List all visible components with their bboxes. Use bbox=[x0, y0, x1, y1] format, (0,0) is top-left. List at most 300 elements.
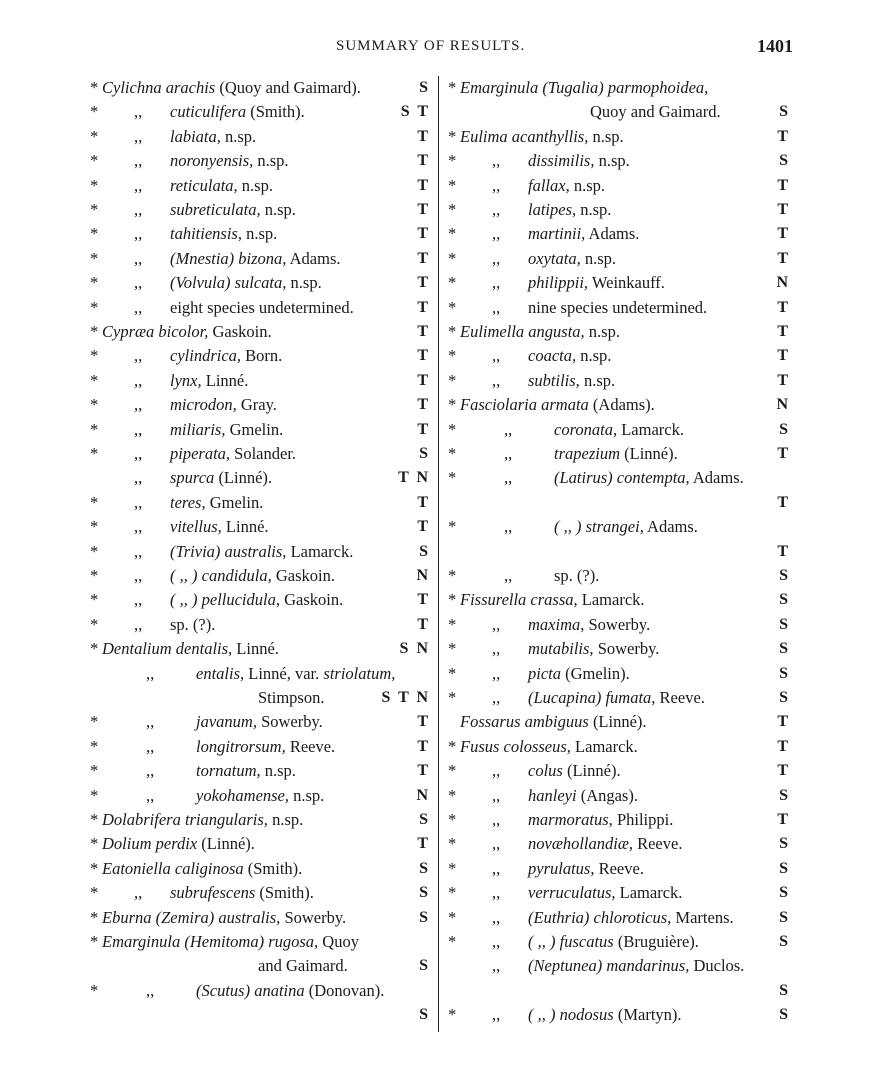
asterisk-mark: * bbox=[90, 395, 99, 415]
asterisk-mark: * bbox=[90, 810, 99, 829]
entry-line bbox=[90, 613, 430, 637]
authority-text: (Gmelin). bbox=[561, 663, 630, 683]
locality-tags: T bbox=[417, 274, 430, 292]
asterisk-mark: * bbox=[90, 883, 99, 903]
entry-line bbox=[90, 174, 430, 198]
species-name bbox=[528, 954, 744, 978]
species-name bbox=[554, 564, 599, 588]
taxon-italic: Emarginula (Hemitoma) rugosa, bbox=[102, 932, 319, 951]
entry-line bbox=[448, 149, 790, 173]
species-name bbox=[528, 344, 611, 368]
authority-text: n.sp. bbox=[580, 248, 616, 268]
species-name bbox=[170, 418, 283, 442]
locality-tags: S bbox=[419, 79, 430, 96]
authority-text: (Quoy and Gaimard). bbox=[215, 78, 361, 97]
species-name bbox=[554, 418, 684, 442]
entry-line bbox=[448, 784, 790, 808]
taxon-italic: cylindrica, bbox=[170, 346, 242, 366]
asterisk-mark: * bbox=[90, 736, 99, 756]
authority-text: (Smith). bbox=[243, 858, 303, 878]
entry-line bbox=[448, 564, 790, 588]
authority-text: Reeve. bbox=[285, 736, 336, 756]
entry-line bbox=[448, 832, 790, 856]
locality-tags: S bbox=[419, 957, 430, 975]
entry-line bbox=[90, 979, 430, 1003]
asterisk-mark: * bbox=[90, 785, 99, 805]
entry-line bbox=[90, 954, 430, 978]
taxon-italic: ( ,, ) nodosus bbox=[528, 1005, 614, 1025]
locality-tags: S bbox=[779, 567, 790, 584]
asterisk-mark: * bbox=[448, 517, 457, 537]
ditto-mark: ,, bbox=[134, 224, 143, 244]
species-name bbox=[528, 759, 621, 783]
asterisk-mark: * bbox=[90, 980, 99, 1000]
asterisk-mark: * bbox=[448, 566, 457, 585]
authority-text: Reeve. bbox=[594, 858, 644, 878]
authority-text: n.sp. bbox=[579, 370, 616, 390]
entry-line bbox=[90, 466, 430, 490]
locality-tags: T bbox=[777, 371, 790, 389]
taxon-italic: Cylichna arachis bbox=[102, 78, 216, 97]
authority-text: n.sp. bbox=[594, 151, 630, 171]
taxon-italic: subrufescens bbox=[170, 883, 256, 903]
entry-line bbox=[90, 564, 430, 588]
ditto-mark: ,, bbox=[492, 297, 501, 317]
authority-text: (Linné). bbox=[588, 712, 647, 732]
entry-line bbox=[90, 515, 430, 539]
ditto-mark: ,, bbox=[492, 907, 501, 927]
asterisk-mark: * bbox=[90, 322, 99, 341]
locality-tags: S T bbox=[400, 103, 430, 121]
entry-line bbox=[90, 832, 430, 856]
ditto-mark: ,, bbox=[134, 175, 143, 195]
entry-line bbox=[90, 442, 430, 466]
authority-text: (Martyn). bbox=[613, 1005, 682, 1025]
ditto-mark: ,, bbox=[492, 810, 501, 829]
locality-tags: T bbox=[777, 713, 790, 731]
locality-tags: T bbox=[417, 396, 430, 414]
locality-tags: S bbox=[779, 835, 790, 853]
authority-text: Martens. bbox=[671, 907, 734, 927]
entry-line bbox=[448, 442, 790, 466]
taxon-italic: subreticulata, bbox=[170, 200, 261, 219]
authority-text: Born. bbox=[241, 346, 283, 366]
ditto-mark: ,, bbox=[134, 444, 143, 463]
ditto-mark: ,, bbox=[504, 517, 513, 537]
taxon-italic: ( ,, ) fuscatus bbox=[528, 932, 614, 951]
asterisk-mark: * bbox=[448, 248, 457, 268]
species-name bbox=[170, 100, 305, 124]
asterisk-mark: * bbox=[90, 444, 99, 463]
taxon-italic: trapezium bbox=[554, 444, 620, 463]
taxon-italic: novæhollandiæ, bbox=[528, 834, 633, 854]
taxon-italic: latipes, bbox=[528, 200, 577, 219]
species-name bbox=[590, 100, 721, 124]
taxon-italic: Eburna (Zemira) australis, bbox=[102, 907, 281, 927]
locality-tags: S bbox=[419, 445, 430, 462]
authority-text: Sowerby. bbox=[280, 907, 347, 927]
locality-tags: T bbox=[777, 445, 790, 462]
authority-text: (Donovan). bbox=[304, 980, 385, 1000]
species-name bbox=[528, 686, 705, 710]
asterisk-mark: * bbox=[90, 102, 99, 122]
entry-line bbox=[448, 1003, 790, 1027]
authority-text: sp. (?). bbox=[554, 566, 600, 585]
species-name bbox=[528, 271, 665, 295]
authority-text: n.sp. bbox=[260, 200, 296, 219]
ditto-mark: ,, bbox=[134, 492, 143, 512]
asterisk-mark: * bbox=[90, 273, 99, 293]
entry-line bbox=[448, 320, 790, 344]
locality-tags: T bbox=[417, 347, 430, 365]
authority-text: Lamarck. bbox=[286, 541, 354, 561]
entry-line bbox=[90, 198, 430, 222]
entry-line bbox=[90, 686, 430, 710]
authority-text: (Smith). bbox=[246, 102, 305, 122]
entry-line bbox=[448, 613, 790, 637]
asterisk-mark: * bbox=[90, 858, 99, 878]
taxon-italic: vitellus, bbox=[170, 517, 222, 537]
taxon-italic: (Scutus) anatina bbox=[196, 980, 305, 1000]
taxon-italic: ( ,, ) pellucidula, bbox=[170, 590, 280, 610]
entry-line bbox=[448, 222, 790, 246]
entry-line bbox=[90, 540, 430, 564]
locality-tags: T bbox=[417, 225, 430, 243]
variety-italic: striolatum, bbox=[323, 663, 396, 683]
asterisk-mark: * bbox=[448, 858, 457, 878]
entry-line bbox=[90, 344, 430, 368]
species-name bbox=[528, 857, 644, 881]
taxon-italic: teres, bbox=[170, 492, 206, 512]
species-name bbox=[528, 637, 659, 661]
entry-line bbox=[90, 296, 430, 320]
locality-tags: S bbox=[779, 591, 790, 609]
asterisk-mark: * bbox=[90, 712, 99, 732]
authority-text: Sowerby. bbox=[256, 712, 323, 732]
entry-line bbox=[90, 857, 430, 881]
asterisk-mark: * bbox=[90, 566, 99, 585]
taxon-italic: fallax, bbox=[528, 175, 570, 195]
species-name bbox=[528, 613, 650, 637]
entry-line bbox=[448, 588, 790, 612]
ditto-mark: ,, bbox=[134, 468, 143, 488]
asterisk-mark: * bbox=[90, 639, 99, 659]
taxon-italic: labiata, bbox=[170, 126, 221, 146]
species-name bbox=[460, 735, 638, 759]
entry-line bbox=[90, 125, 430, 149]
species-name bbox=[528, 930, 699, 954]
authority-text: Solander. bbox=[230, 444, 297, 463]
asterisk-mark: * bbox=[90, 126, 99, 146]
taxon-italic: oxytata, bbox=[528, 248, 581, 268]
entry-line bbox=[448, 759, 790, 783]
ditto-mark: ,, bbox=[134, 419, 143, 439]
species-name bbox=[170, 588, 343, 612]
taxon-italic: piperata, bbox=[170, 444, 231, 463]
ditto-mark: ,, bbox=[492, 346, 501, 366]
asterisk-mark: * bbox=[448, 224, 457, 244]
ditto-mark: ,, bbox=[492, 273, 501, 293]
asterisk-mark: * bbox=[90, 541, 99, 561]
locality-tags: T bbox=[417, 371, 430, 389]
taxon-italic: microdon, bbox=[170, 395, 237, 415]
species-name bbox=[102, 857, 302, 881]
asterisk-mark: * bbox=[448, 761, 457, 781]
locality-tags: T bbox=[417, 493, 430, 511]
ditto-mark: ,, bbox=[134, 248, 143, 268]
entry-line bbox=[448, 369, 790, 393]
entry-line bbox=[448, 466, 790, 490]
taxon-italic: pyrulatus, bbox=[528, 858, 595, 878]
entry-line bbox=[90, 491, 430, 515]
species-name bbox=[528, 881, 682, 905]
entry-line bbox=[448, 296, 790, 320]
authority-text: Adams. bbox=[643, 517, 698, 537]
locality-tags: S bbox=[779, 1006, 790, 1024]
taxon-italic: Emarginula (Tugalia) parmophoidea, bbox=[460, 78, 709, 97]
ditto-mark: ,, bbox=[134, 200, 143, 219]
asterisk-mark: * bbox=[90, 200, 99, 219]
species-name bbox=[528, 1003, 682, 1027]
locality-tags: T bbox=[417, 762, 430, 780]
asterisk-mark: * bbox=[90, 370, 99, 390]
entry-line bbox=[448, 418, 790, 442]
asterisk-mark: * bbox=[448, 785, 457, 805]
asterisk-mark: * bbox=[448, 297, 457, 317]
entry-line bbox=[448, 930, 790, 954]
asterisk-mark: * bbox=[448, 78, 457, 97]
locality-tags: T bbox=[417, 835, 430, 853]
species-name bbox=[258, 686, 324, 710]
authority-text: (Bruguière). bbox=[613, 932, 699, 951]
authority-text: sp. (?). bbox=[170, 614, 216, 634]
species-name bbox=[170, 222, 277, 246]
species-name bbox=[170, 466, 272, 490]
authority-text: Sowerby. bbox=[593, 639, 660, 659]
asterisk-mark: * bbox=[90, 224, 99, 244]
entry-line bbox=[90, 271, 430, 295]
species-name bbox=[460, 393, 655, 417]
asterisk-mark: * bbox=[90, 248, 99, 268]
entry-line bbox=[90, 76, 430, 100]
page-header bbox=[0, 36, 880, 62]
taxon-italic: martinii, bbox=[528, 224, 586, 244]
ditto-mark: ,, bbox=[492, 370, 501, 390]
ditto-mark: ,, bbox=[146, 785, 155, 805]
asterisk-mark: * bbox=[448, 810, 457, 829]
authority-text: n.sp. bbox=[267, 810, 304, 829]
ditto-mark: ,, bbox=[146, 761, 155, 781]
ditto-mark: ,, bbox=[134, 614, 143, 634]
ditto-mark: ,, bbox=[504, 419, 513, 439]
authority-text: Gaskoin. bbox=[271, 566, 335, 585]
authority-text: n.sp. bbox=[237, 175, 273, 195]
ditto-mark: ,, bbox=[492, 761, 501, 781]
taxon-italic: (Latirus) contempta, bbox=[554, 468, 690, 488]
asterisk-mark: * bbox=[90, 590, 99, 610]
species-name bbox=[102, 930, 359, 954]
taxon-italic: Fasciolaria armata bbox=[460, 395, 589, 415]
locality-tags: T bbox=[777, 762, 790, 780]
species-name bbox=[528, 784, 638, 808]
species-name bbox=[528, 247, 616, 271]
species-name bbox=[528, 832, 682, 856]
ditto-mark: ,, bbox=[504, 566, 513, 585]
entry-line bbox=[448, 540, 790, 564]
authority-text: n.sp. bbox=[286, 273, 322, 293]
entry-line bbox=[90, 906, 430, 930]
entry-line bbox=[448, 174, 790, 198]
page-number: 1401 bbox=[757, 36, 793, 56]
ditto-mark: ,, bbox=[492, 785, 501, 805]
asterisk-mark: * bbox=[448, 370, 457, 390]
ditto-mark: ,, bbox=[134, 273, 143, 293]
authority-text: Lamarck. bbox=[570, 736, 638, 756]
ditto-mark: ,, bbox=[146, 663, 155, 683]
taxon-italic: Eulimella angusta, bbox=[460, 322, 585, 341]
species-name bbox=[170, 149, 289, 173]
asterisk-mark: * bbox=[448, 1005, 457, 1025]
asterisk-mark: * bbox=[90, 297, 99, 317]
ditto-mark: ,, bbox=[134, 102, 143, 122]
locality-tags: T bbox=[777, 323, 790, 340]
locality-tags: S T N bbox=[381, 689, 430, 706]
asterisk-mark: * bbox=[90, 419, 99, 439]
species-name bbox=[196, 784, 324, 808]
authority-text: Philippi. bbox=[612, 810, 674, 829]
asterisk-mark: * bbox=[448, 346, 457, 366]
authority-text: Lamarck. bbox=[617, 419, 684, 439]
entry-line bbox=[448, 881, 790, 905]
authority-text: Gmelin. bbox=[205, 492, 264, 512]
locality-tags: T bbox=[777, 201, 790, 218]
locality-tags: T bbox=[777, 542, 790, 560]
taxon-italic: ( ,, ) strangei, bbox=[554, 517, 644, 537]
authority-text: n.sp. bbox=[241, 224, 278, 244]
locality-tags: S bbox=[779, 859, 790, 877]
locality-tags: S bbox=[779, 786, 790, 804]
species-name bbox=[528, 662, 630, 686]
authority-text: Lamarck. bbox=[577, 590, 645, 610]
locality-tags: S bbox=[779, 689, 790, 706]
locality-tags: T bbox=[417, 298, 430, 316]
species-name bbox=[102, 637, 279, 661]
locality-tags: T bbox=[777, 347, 790, 365]
entry-line bbox=[448, 637, 790, 661]
asterisk-mark: * bbox=[90, 932, 99, 951]
locality-tags: N bbox=[416, 567, 430, 584]
authority-text: n.sp. bbox=[289, 785, 325, 805]
entry-line bbox=[90, 320, 430, 344]
asterisk-mark: * bbox=[448, 639, 457, 659]
asterisk-mark: * bbox=[448, 126, 457, 146]
locality-tags: S bbox=[779, 103, 790, 121]
asterisk-mark: * bbox=[448, 932, 457, 951]
authority-text: Gaskoin. bbox=[208, 322, 272, 341]
ditto-mark: ,, bbox=[134, 297, 143, 317]
entry-line bbox=[90, 930, 430, 954]
entry-line bbox=[448, 662, 790, 686]
taxon-italic: coronata, bbox=[554, 419, 618, 439]
species-name bbox=[460, 710, 647, 734]
species-name bbox=[170, 442, 296, 466]
ditto-mark: ,, bbox=[492, 883, 501, 903]
authority-text: nine species undetermined. bbox=[528, 297, 708, 317]
entry-line bbox=[448, 100, 790, 124]
locality-tags: S bbox=[419, 884, 430, 902]
ditto-mark: ,, bbox=[492, 639, 501, 659]
ditto-mark: ,, bbox=[492, 1005, 501, 1025]
authority-text: (Linné). bbox=[562, 761, 621, 781]
ditto-mark: ,, bbox=[492, 200, 501, 219]
taxon-italic: Dolabrifera triangularis, bbox=[102, 810, 268, 829]
species-name bbox=[258, 954, 348, 978]
taxon-italic: picta bbox=[528, 663, 561, 683]
species-name bbox=[170, 491, 263, 515]
entry-line bbox=[448, 247, 790, 271]
taxon-italic: (Euthria) chloroticus, bbox=[528, 907, 672, 927]
locality-tags: S bbox=[419, 1006, 430, 1024]
authority-text: n.sp. bbox=[220, 126, 257, 146]
taxon-italic: dissimilis, bbox=[528, 151, 595, 171]
asterisk-mark: * bbox=[448, 468, 457, 488]
entry-line bbox=[448, 271, 790, 295]
species-name bbox=[170, 369, 248, 393]
locality-tags: T bbox=[417, 518, 430, 536]
taxon-italic: spurca bbox=[170, 468, 215, 488]
locality-tags: T N bbox=[398, 469, 430, 487]
species-name bbox=[196, 759, 296, 783]
taxon-italic: yokohamense, bbox=[196, 785, 290, 805]
asterisk-mark: * bbox=[448, 273, 457, 293]
entry-line bbox=[90, 784, 430, 808]
entry-line bbox=[90, 369, 430, 393]
authority-text: n.sp. bbox=[569, 175, 605, 195]
running-head: SUMMARY OF RESULTS. bbox=[336, 38, 526, 54]
ditto-mark: ,, bbox=[146, 980, 155, 1000]
asterisk-mark: * bbox=[448, 419, 457, 439]
asterisk-mark: * bbox=[448, 883, 457, 903]
locality-tags: N bbox=[776, 274, 790, 292]
entry-line bbox=[448, 515, 790, 539]
locality-tags: T bbox=[777, 493, 790, 511]
authority-text: (Linné). bbox=[214, 468, 273, 488]
taxon-italic: subtilis, bbox=[528, 370, 580, 390]
locality-tags: T bbox=[777, 176, 790, 194]
ditto-mark: ,, bbox=[492, 834, 501, 854]
asterisk-mark: * bbox=[90, 151, 99, 171]
species-name bbox=[170, 881, 314, 905]
locality-tags: N bbox=[416, 786, 430, 804]
asterisk-mark: * bbox=[448, 151, 457, 171]
ditto-mark: ,, bbox=[134, 370, 143, 390]
authority-text: n.sp. bbox=[260, 761, 296, 781]
species-name bbox=[196, 710, 323, 734]
locality-tags: S bbox=[779, 664, 790, 682]
taxon-italic: tornatum, bbox=[196, 761, 261, 781]
asterisk-mark: * bbox=[90, 614, 99, 634]
locality-tags: T bbox=[417, 737, 430, 755]
taxon-italic: Dentalium dentalis, bbox=[102, 639, 233, 659]
authority-text: and Gaimard. bbox=[258, 956, 348, 976]
ditto-mark: ,, bbox=[492, 932, 501, 951]
taxon-italic: (Neptunea) mandarinus, bbox=[528, 956, 690, 976]
species-name bbox=[528, 296, 707, 320]
authority-text: Reeve. bbox=[632, 834, 683, 854]
ditto-mark: ,, bbox=[492, 688, 501, 707]
taxon-italic: marmoratus, bbox=[528, 810, 613, 829]
taxon-italic: longitrorsum, bbox=[196, 736, 286, 756]
